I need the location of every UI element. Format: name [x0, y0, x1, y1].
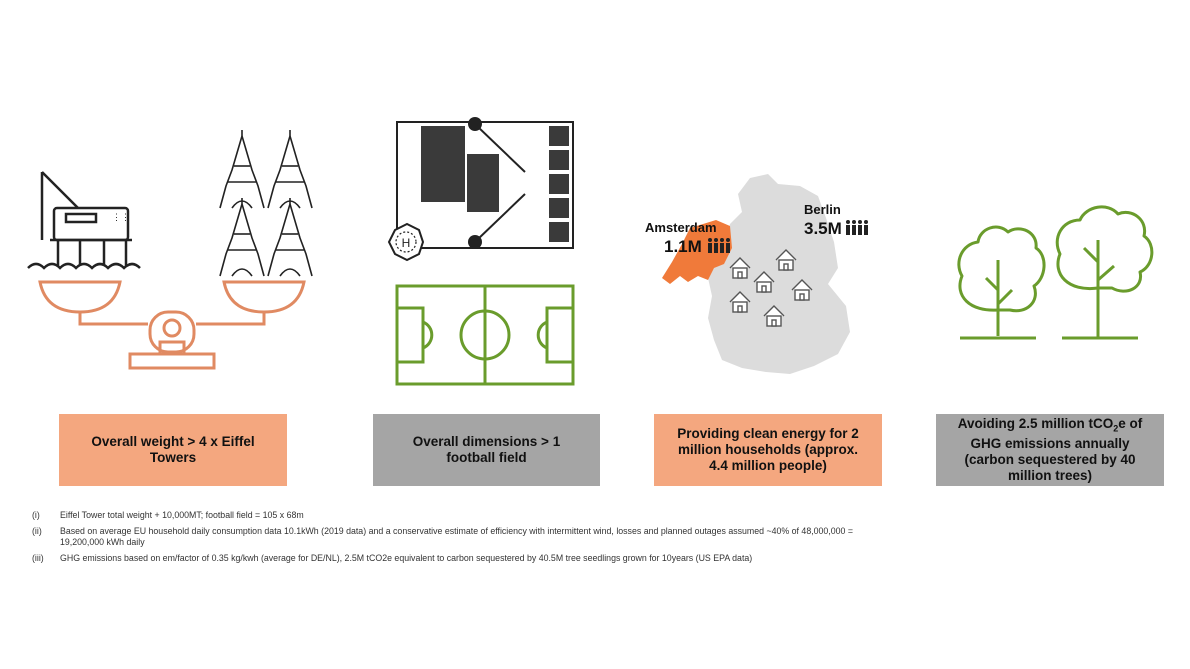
eiffel-towers-icon [220, 130, 312, 276]
weight-balance-illustration [20, 130, 320, 380]
dimensions-caption-box [373, 414, 600, 486]
helipad-letter: H [401, 236, 411, 250]
football-field-icon [397, 286, 573, 384]
offshore-platform-icon [28, 172, 140, 268]
dimensions-caption: Overall dimensions > 1 football field [412, 434, 561, 465]
people-icons-berlin [846, 220, 868, 235]
energy-caption-box [654, 414, 882, 486]
emissions-caption-box [936, 414, 1164, 486]
svg-text:⋮⋮: ⋮⋮ [112, 212, 130, 222]
weight-caption-box [59, 414, 287, 486]
tree-icon-small [959, 227, 1044, 338]
energy-caption: Providing clean energy for 2 million households (approx. 4.4 million people) [677, 426, 859, 473]
amsterdam-value: 1.1M [664, 237, 702, 256]
berlin-value: 3.5M [804, 219, 842, 238]
emissions-caption: Avoiding 2.5 million tCO$_2$e of GHG emissions annually (carbon sequestered by 40 million trees) [957, 415, 1143, 484]
trees-illustration [950, 200, 1160, 345]
berlin-label: Berlin [804, 202, 841, 217]
dimensions-illustration [385, 112, 585, 392]
footnote-1: (i) Eiffel Tower total weight + 10,000MT; football field = 105 x 68m [32, 510, 304, 520]
footnote-3: (iii) GHG emissions based on em/factor of 0.35 kg/kwh (average for DE/NL), 2.5M tCO2e equivalent to carbon sequestered by 40.5M tree seedlings grown for 10years (US EPA data) [32, 552, 753, 563]
footnote-2: (ii) Based on average EU household daily consumption data 10.1kWh (2019 data) and a conservative estimate of efficiency with intermittent wind, losses and planned outages assumed ~40% of 48,000,000 = 19,200,000 kWh daily [32, 525, 854, 547]
footnotes [32, 510, 892, 568]
platform-deck-icon [397, 117, 573, 249]
tree-icon-large [1057, 207, 1152, 338]
balance-scale-icon [40, 282, 304, 368]
weight-caption: Overall weight > 4 x Eiffel Towers [91, 434, 255, 465]
helipad-icon [389, 224, 423, 260]
amsterdam-label: Amsterdam [645, 220, 717, 235]
